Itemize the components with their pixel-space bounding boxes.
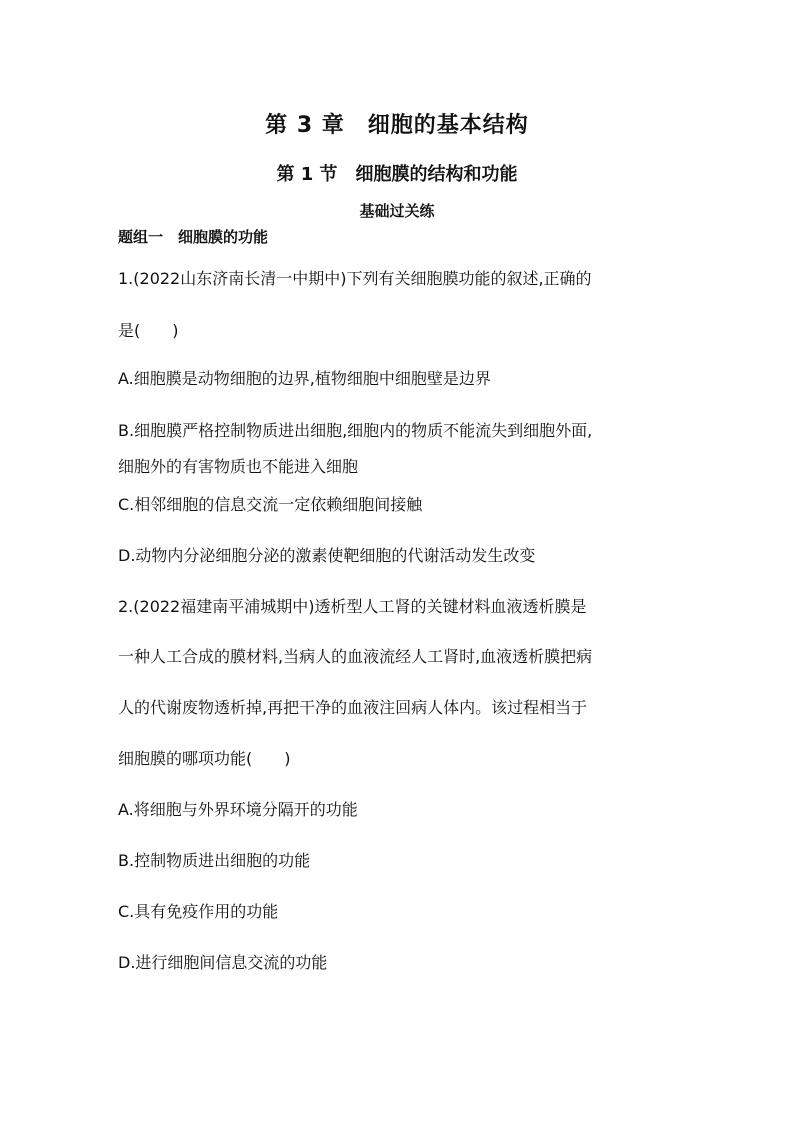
question-group-title: 题组一 细胞膜的功能 <box>118 228 269 246</box>
question-1-option-d: D.动物内分泌细胞分泌的激素使靶细胞的代谢活动发生改变 <box>118 546 536 565</box>
question-2-option-d: D.进行细胞间信息交流的功能 <box>118 953 328 972</box>
practice-title: 基础过关练 <box>359 202 435 220</box>
question-1-option-b-line-1: B.细胞膜严格控制物质进出细胞,细胞内的物质不能流失到细胞外面, <box>118 421 593 440</box>
question-1-stem-line-1: 1.(2022山东济南长清一中期中)下列有关细胞膜功能的叙述,正确的 <box>118 269 592 288</box>
question-2-option-a: A.将细胞与外界环境分隔开的功能 <box>118 800 358 819</box>
section-title: 第 1 节 细胞膜的结构和功能 <box>276 164 518 185</box>
question-1-option-a: A.细胞膜是动物细胞的边界,植物细胞中细胞壁是边界 <box>118 369 491 388</box>
question-1-option-b-line-2: 细胞外的有害物质也不能进入细胞 <box>118 457 359 476</box>
question-1-option-c: C.相邻细胞的信息交流一定依赖细胞间接触 <box>118 495 423 514</box>
question-2-stem-line-2: 一种人工合成的膜材料,当病人的血液流经人工肾时,血液透析膜把病 <box>118 647 593 666</box>
question-2-option-c: C.具有免疫作用的功能 <box>118 902 279 921</box>
chapter-title: 第 3 章 细胞的基本结构 <box>265 113 529 138</box>
question-2-stem-line-3: 人的代谢废物透析掉,再把干净的血液注回病人体内。该过程相当于 <box>118 698 588 717</box>
question-2-option-b: B.控制物质进出细胞的功能 <box>118 851 311 870</box>
question-1-stem-line-2: 是( ) <box>118 321 179 340</box>
question-2-stem-line-4: 细胞膜的哪项功能( ) <box>118 749 291 768</box>
question-2-stem-line-1: 2.(2022福建南平浦城期中)透析型人工肾的关键材料血液透析膜是 <box>118 597 587 616</box>
